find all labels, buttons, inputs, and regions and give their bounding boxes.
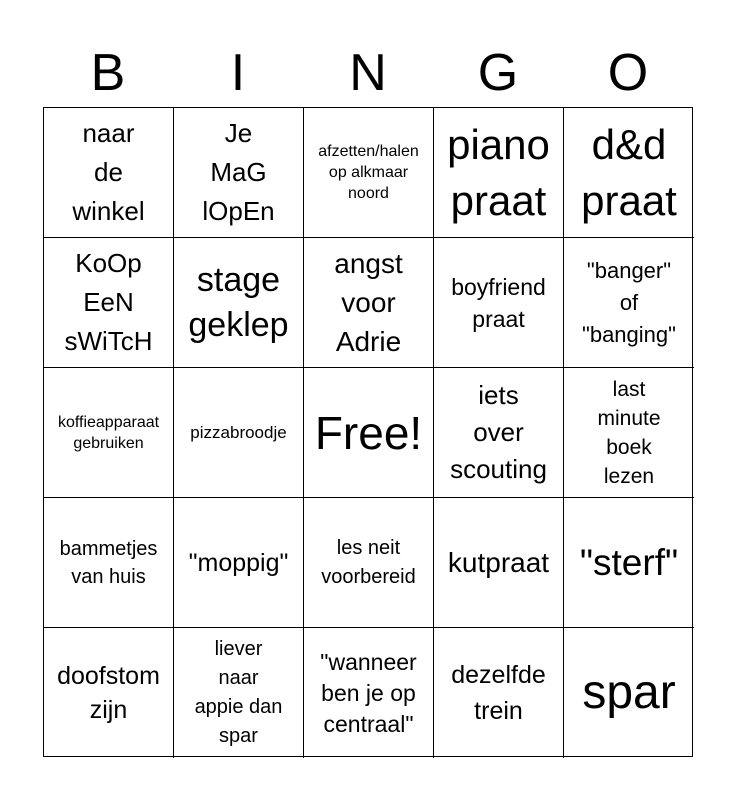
cell-text: spar — [582, 666, 676, 719]
bingo-cell[interactable] — [304, 628, 434, 758]
free-space[interactable] — [304, 368, 434, 498]
cell-text: doofstom zijn — [57, 662, 160, 724]
bingo-cell[interactable] — [174, 238, 304, 368]
cell-text: boyfriend praat — [451, 273, 546, 332]
bingo-cell[interactable] — [174, 368, 304, 498]
header-letter-g: G — [477, 44, 519, 102]
header-letter-i: I — [230, 44, 246, 102]
cell-text: bammetjes van huis — [59, 537, 158, 588]
bingo-cell[interactable] — [44, 238, 174, 368]
bingo-cell[interactable] — [44, 628, 174, 758]
bingo-cell[interactable] — [304, 108, 434, 238]
bingo-cell[interactable] — [434, 368, 564, 498]
cell-text: afzetten/halen op alkmaar noord — [318, 143, 419, 202]
cell-text: Free! — [314, 406, 423, 459]
bingo-cell[interactable] — [44, 108, 174, 238]
bingo-cell[interactable] — [174, 108, 304, 238]
cell-text: stage geklep — [188, 260, 289, 344]
cell-text: "moppig" — [188, 548, 289, 577]
bingo-cell[interactable] — [174, 628, 304, 758]
cell-text: pizzabroodje — [190, 423, 287, 442]
bingo-cell[interactable] — [564, 498, 694, 628]
cell-text: last minute boek lezen — [597, 377, 661, 488]
header-letter-b: B — [90, 44, 126, 102]
cell-text: naar de winkel — [72, 118, 145, 226]
cell-text: piano praat — [447, 120, 550, 224]
bingo-cell[interactable] — [44, 498, 174, 628]
bingo-header — [43, 40, 693, 106]
cell-text: les neit voorbereid — [321, 536, 416, 588]
cell-text: KoOp EeN sWiTcH — [64, 248, 153, 356]
bingo-board — [43, 107, 693, 757]
bingo-cell[interactable] — [564, 628, 694, 758]
bingo-cell[interactable] — [434, 498, 564, 628]
header-letter-o: O — [607, 44, 649, 102]
bingo-cell[interactable] — [304, 238, 434, 368]
bingo-cell[interactable] — [44, 368, 174, 498]
cell-text: kutpraat — [447, 546, 550, 578]
bingo-cell[interactable] — [564, 368, 694, 498]
cell-text: angst voor Adrie — [334, 248, 403, 357]
cell-text: "banger" of "banging" — [582, 257, 676, 347]
bingo-cell[interactable] — [564, 238, 694, 368]
cell-text: Je MaG lOpEn — [202, 118, 275, 226]
cell-text: koffieapparaat gebruiken — [57, 413, 160, 452]
bingo-cell[interactable] — [174, 498, 304, 628]
cell-text: "sterf" — [579, 542, 679, 583]
bingo-cell[interactable] — [434, 108, 564, 238]
cell-text: "wanneer ben je op centraal" — [320, 648, 417, 737]
header-letter-n: N — [349, 44, 387, 102]
cell-text: liever naar appie dan spar — [194, 638, 283, 747]
bingo-cell[interactable] — [564, 108, 694, 238]
bingo-cell[interactable] — [434, 628, 564, 758]
bingo-cell[interactable] — [434, 238, 564, 368]
cell-text: dezelfde trein — [451, 661, 546, 725]
bingo-cell[interactable] — [304, 498, 434, 628]
cell-text: iets over scouting — [450, 380, 547, 484]
cell-text: d&d praat — [581, 120, 677, 224]
